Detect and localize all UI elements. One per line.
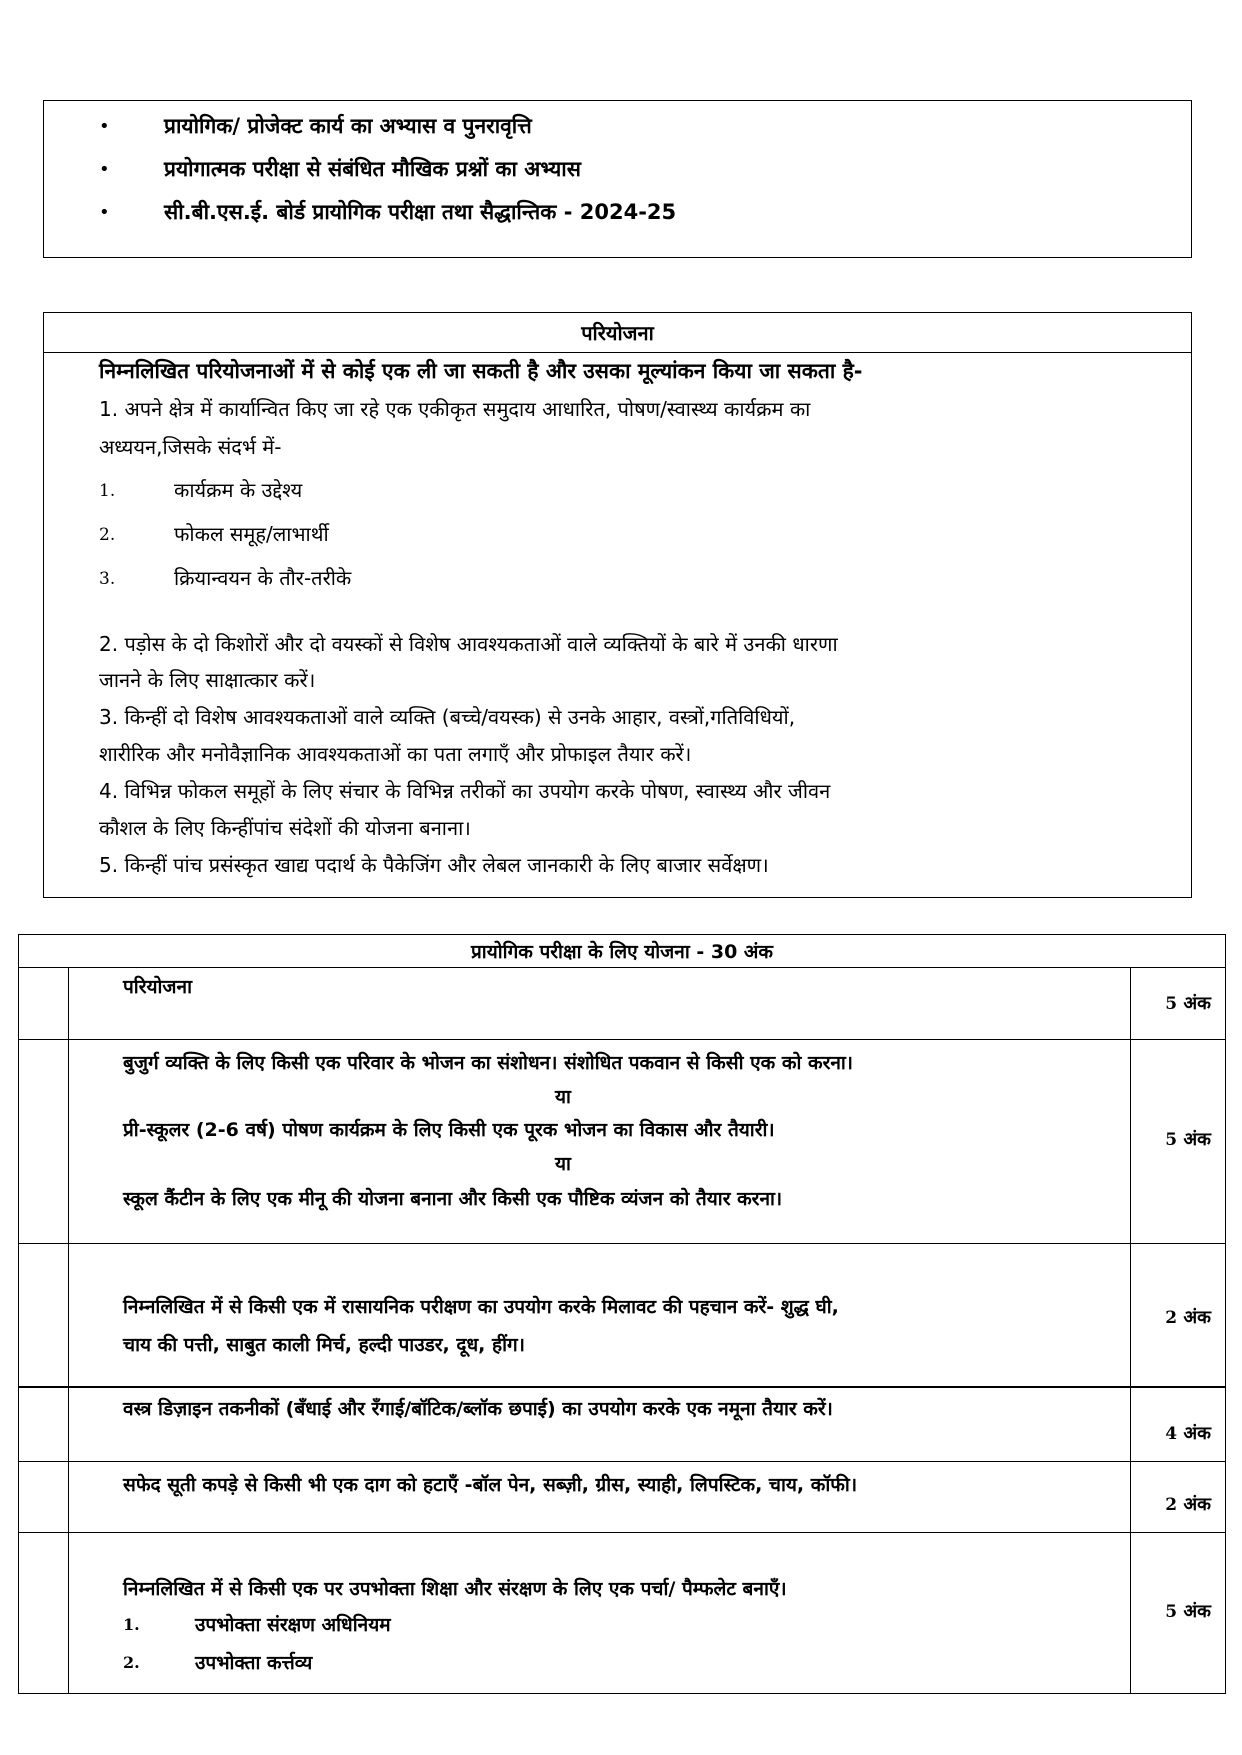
- marks-cell: 2 अंक: [1165, 1494, 1211, 1515]
- project-intro: निम्नलिखित परियोजनाओं में से कोई एक ली जा सकती है और उसका मूल्यांकन किया जा सकता है-: [99, 359, 863, 383]
- sub-item: कार्यक्रम के उद्देश्य: [174, 478, 303, 502]
- list-item-text: प्रयोगात्मक परीक्षा से संबंधित मौखिक प्रश्नों का अभ्यास: [164, 157, 581, 181]
- table-row-text: वस्त्र डिज़ाइन तकनीकों (बँधाई और रँगाई/बॉटिक/ब्लॉक छपाई) का उपयोग करके एक नमूना तैयार करें।: [123, 1398, 833, 1420]
- table-row-text: सफेद सूती कपड़े से किसी भी एक दाग को हटाएँ -बॉल पेन, सब्ज़ी, ग्रीस, स्याही, लिपस्टिक, चाय, कॉफी।: [123, 1474, 858, 1496]
- project-2-line-1: 2. पड़ोस के दो किशोरों और दो वयस्कों से विशेष आवश्यकताओं वाले व्यक्तियों के बारे में उनकी धारणा: [99, 632, 838, 656]
- table-row-text: चाय की पत्ती, साबुत काली मिर्च, हल्दी पाउडर, दूध, हींग।: [123, 1334, 525, 1356]
- row-divider: [19, 1386, 1225, 1388]
- row-divider: [19, 1243, 1225, 1244]
- or-label: या: [555, 1153, 571, 1175]
- table-row-text: निम्नलिखित में से किसी एक में रासायनिक परीक्षण का उपयोग करके मिलावट की पहचान करें- शुद्ध घी,: [123, 1296, 839, 1318]
- table-row-text: परियोजना: [123, 976, 192, 998]
- bullet: •: [99, 201, 110, 223]
- bullet: •: [99, 158, 110, 180]
- table-row-text: बुजुर्ग व्यक्ति के लिए किसी एक परिवार के भोजन का संशोधन। संशोधित पकवान से किसी एक को करना।: [123, 1052, 854, 1074]
- sub-item: उपभोक्ता कर्त्तव्य: [195, 1652, 313, 1674]
- project-1-line-1: 1. अपने क्षेत्र में कार्यान्वित किए जा रहे एक एकीकृत समुदाय आधारित, पोषण/स्वास्थ्य कार्यक्रम का: [99, 397, 811, 421]
- project-heading: परियोजना: [44, 313, 1191, 353]
- column-divider: [68, 968, 69, 1693]
- column-divider: [1130, 968, 1131, 1693]
- row-divider: [19, 1461, 1225, 1462]
- list-item-text: सी.बी.एस.ई. बोर्ड प्रायोगिक परीक्षा तथा सैद्धान्तिक - 2024-25: [164, 200, 677, 224]
- sub-number: 3.: [99, 569, 116, 589]
- project-5-line-1: 5. किन्हीं पांच प्रसंस्कृत खाद्य पदार्थ के पैकेजिंग और लेबल जानकारी के लिए बाजार सर्वेक्षण।: [99, 853, 769, 877]
- sub-number: 1.: [99, 481, 116, 501]
- table-row-text: स्कूल कैंटीन के लिए एक मीनू की योजना बनाना और किसी एक पौष्टिक व्यंजन को तैयार करना।: [123, 1188, 783, 1210]
- revision-box: [43, 100, 1192, 258]
- list-item-text: प्रायोगिक/ प्रोजेक्ट कार्य का अभ्यास व पुनरावृत्ति: [164, 114, 532, 138]
- sub-item: फोकल समूह/लाभार्थी: [174, 522, 329, 546]
- project-2-line-2: जानने के लिए साक्षात्कार करें।: [99, 668, 316, 692]
- sub-number: 2.: [99, 525, 116, 545]
- project-4-line-2: कौशल के लिए किन्हींपांच संदेशों की योजना बनाना।: [99, 816, 471, 840]
- project-4-line-1: 4. विभिन्न फोकल समूहों के लिए संचार के विभिन्न तरीकों का उपयोग करके पोषण, स्वास्थ्य और जीवन: [99, 779, 831, 803]
- row-divider: [19, 1039, 1225, 1040]
- marks-cell: 5 अंक: [1165, 1129, 1211, 1150]
- sub-number: 2.: [123, 1653, 140, 1672]
- sub-item: क्रियान्वयन के तौर-तरीके: [174, 566, 352, 590]
- project-1-line-2: अध्ययन,जिसके संदर्भ में-: [99, 435, 282, 459]
- table-row-text: निम्नलिखित में से किसी एक पर उपभोक्ता शिक्षा और संरक्षण के लिए एक पर्चा/ पैम्फलेट बनाएँ।: [123, 1578, 787, 1600]
- sub-item: उपभोक्ता संरक्षण अधिनियम: [195, 1614, 391, 1636]
- marks-cell: 5 अंक: [1165, 1601, 1211, 1622]
- project-box: [43, 312, 1192, 898]
- or-label: या: [555, 1086, 571, 1108]
- project-3-line-2: शारीरिक और मनोवैज्ञानिक आवश्यकताओं का पता लगाएँ और प्रोफाइल तैयार करें।: [99, 742, 692, 766]
- bullet: •: [99, 115, 110, 137]
- sub-number: 1.: [123, 1615, 140, 1634]
- table-row-text: प्री-स्कूलर (2-6 वर्ष) पोषण कार्यक्रम के लिए किसी एक पूरक भोजन का विकास और तैयारी।: [123, 1119, 775, 1141]
- practical-plan-table: [18, 934, 1226, 1694]
- table-title: प्रायोगिक परीक्षा के लिए योजना - 30 अंक: [19, 935, 1225, 968]
- project-3-line-1: 3. किन्हीं दो विशेष आवश्यकताओं वाले व्यक्ति (बच्चे/वयस्क) से उनके आहार, वस्त्रों,गतिविधियों,: [99, 705, 796, 729]
- marks-cell: 2 अंक: [1165, 1307, 1211, 1328]
- marks-cell: 5 अंक: [1165, 993, 1211, 1014]
- row-divider: [19, 1532, 1225, 1533]
- marks-cell: 4 अंक: [1165, 1423, 1211, 1444]
